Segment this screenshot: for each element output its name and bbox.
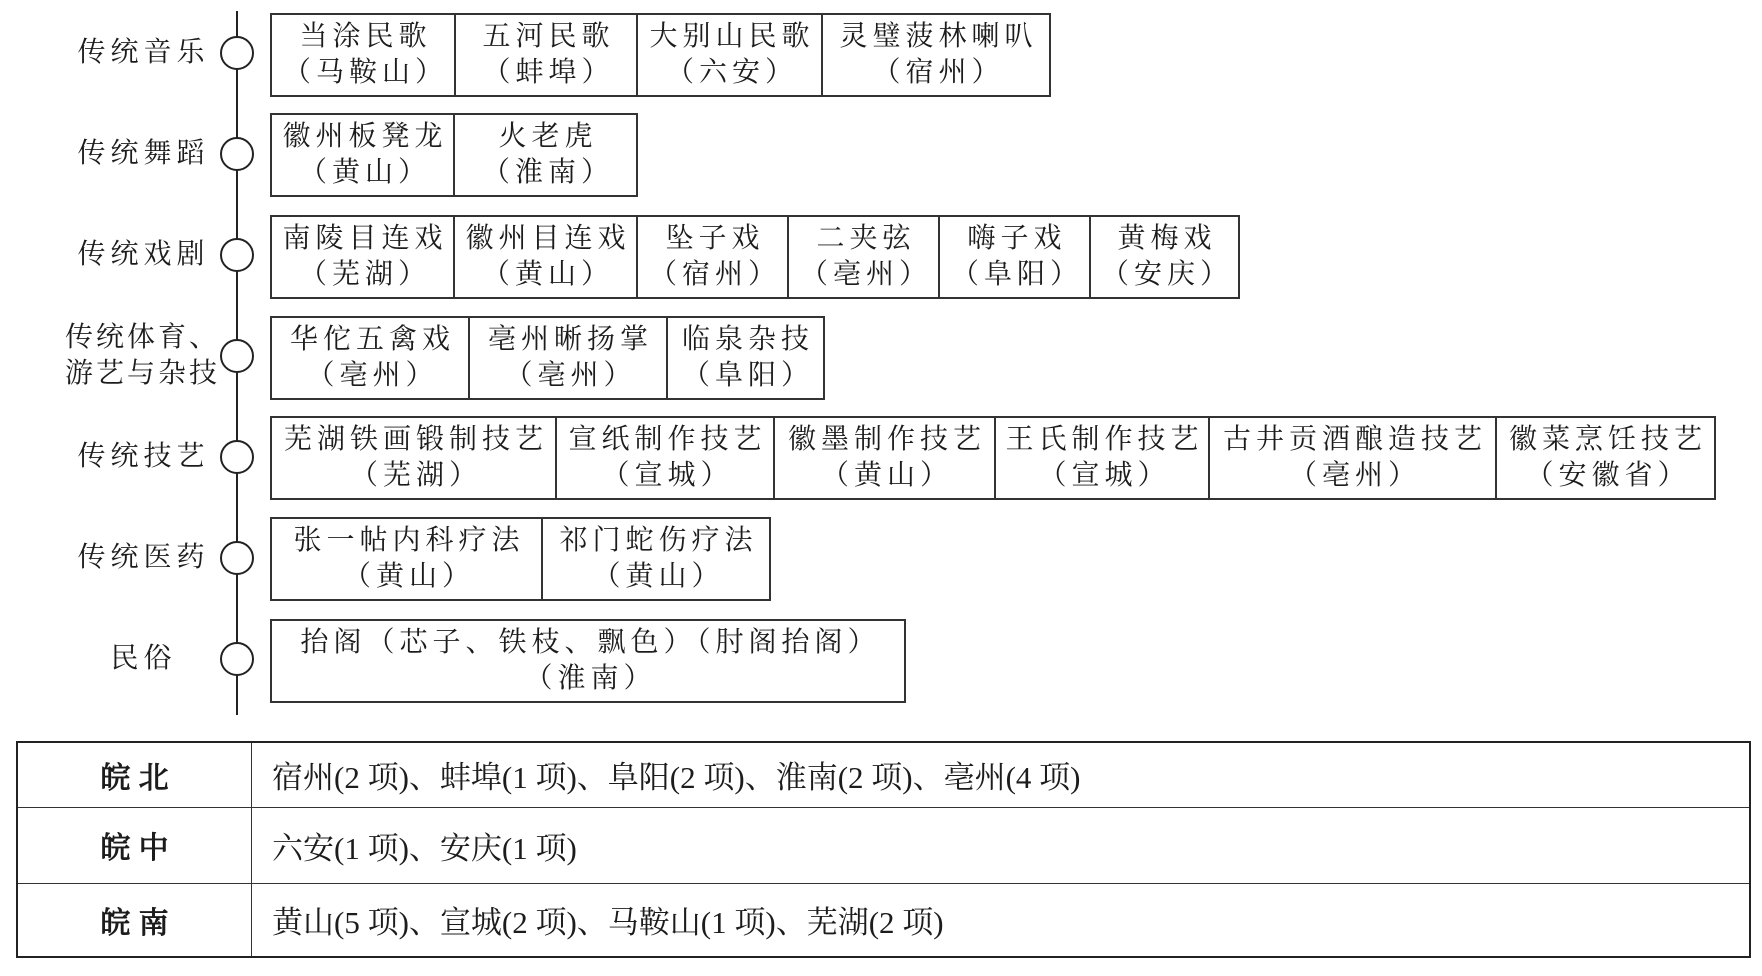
item-name: 灵璧菠林喇叭 xyxy=(839,21,1038,52)
region-items: 宿州(2 项)、蚌埠(1 项)、阜阳(2 项)、淮南(2 项)、亳州(4 项) xyxy=(252,742,1751,807)
region-row xyxy=(17,742,1750,807)
category-label xyxy=(36,235,246,275)
region-name: 皖 中 xyxy=(17,807,252,883)
heritage-item xyxy=(470,318,668,398)
item-name: 祁门蛇伤疗法 xyxy=(559,525,758,556)
heritage-item xyxy=(543,519,771,599)
item-name: 张一帖内科疗法 xyxy=(293,525,525,556)
item-name: 古井贡酒酿造技艺 xyxy=(1222,424,1487,455)
item-name: 坠子戏 xyxy=(665,223,765,254)
heritage-item xyxy=(789,217,940,297)
heritage-item xyxy=(823,15,1051,95)
item-row-traditional-opera xyxy=(270,215,1240,299)
item-row-traditional-craft xyxy=(270,416,1716,500)
item-location: （安庆） xyxy=(1100,259,1233,290)
item-location: （黄山） xyxy=(592,561,725,592)
item-row-folk-custom xyxy=(270,619,906,703)
region-count-table xyxy=(16,741,1751,958)
item-location: （芜湖） xyxy=(298,259,431,290)
heritage-item xyxy=(638,15,823,95)
item-name: 临泉杂技 xyxy=(681,324,814,355)
category-label-text: 游艺与杂技 xyxy=(64,358,220,389)
item-name: 徽菜烹饪技艺 xyxy=(1508,424,1707,455)
heritage-item xyxy=(557,418,775,498)
heritage-item xyxy=(456,15,638,95)
heritage-item xyxy=(996,418,1210,498)
item-location: （亳州） xyxy=(504,360,637,391)
item-name: 黄梅戏 xyxy=(1117,223,1217,254)
heritage-item xyxy=(1210,418,1497,498)
item-name: 嗨子戏 xyxy=(967,223,1067,254)
category-node xyxy=(220,238,254,272)
item-name: 五河民歌 xyxy=(482,21,615,52)
heritage-item xyxy=(272,15,456,95)
item-name: 华佗五禽戏 xyxy=(289,324,455,355)
category-node xyxy=(220,541,254,575)
item-row-traditional-dance xyxy=(270,113,638,197)
heritage-item xyxy=(940,217,1091,297)
item-location: （黄山） xyxy=(820,460,953,491)
item-location: （亳州） xyxy=(799,259,932,290)
heritage-item xyxy=(1091,217,1240,297)
heritage-item xyxy=(455,217,638,297)
category-label xyxy=(36,437,246,477)
item-name: 亳州晰扬掌 xyxy=(487,324,653,355)
item-name: 二夹弦 xyxy=(816,223,916,254)
heritage-item xyxy=(455,115,638,195)
heritage-item xyxy=(272,318,470,398)
heritage-item xyxy=(638,217,789,297)
item-location: （亳州） xyxy=(306,360,439,391)
item-location: （黄山） xyxy=(481,259,614,290)
item-name: 抬阁（芯子、铁枝、飘色）（肘阁抬阁） xyxy=(300,627,881,658)
item-name: 徽州板凳龙 xyxy=(282,121,448,152)
heritage-item xyxy=(272,418,557,498)
category-label xyxy=(36,33,246,73)
item-name: 当涂民歌 xyxy=(299,21,432,52)
category-label-text: 传统戏剧 xyxy=(77,239,210,270)
item-row-sports-acrobatics xyxy=(270,316,825,400)
category-node xyxy=(220,642,254,676)
region-name: 皖 北 xyxy=(17,742,252,807)
category-node xyxy=(220,440,254,474)
heritage-item xyxy=(272,519,543,599)
item-name: 徽州目连戏 xyxy=(465,223,631,254)
item-location: （宣城） xyxy=(601,460,734,491)
item-location: （宿州） xyxy=(872,57,1005,88)
region-row xyxy=(17,883,1750,957)
item-location: （黄山） xyxy=(298,157,431,188)
item-location: （六安） xyxy=(665,57,798,88)
category-label-text: 传统音乐 xyxy=(77,37,210,68)
item-name: 宣纸制作技艺 xyxy=(568,424,767,455)
heritage-item xyxy=(272,621,906,701)
category-label xyxy=(36,639,246,679)
item-location: （安徽省） xyxy=(1525,460,1691,491)
item-name: 徽墨制作技艺 xyxy=(787,424,986,455)
category-label-text: 传统舞蹈 xyxy=(77,138,210,169)
region-name: 皖 南 xyxy=(17,883,252,957)
region-items: 六安(1 项)、安庆(1 项) xyxy=(252,807,1751,883)
item-name: 王氏制作技艺 xyxy=(1005,424,1204,455)
item-row-traditional-medicine xyxy=(270,517,771,601)
category-node xyxy=(220,339,254,373)
heritage-item xyxy=(272,115,455,195)
item-location: （芜湖） xyxy=(349,460,482,491)
category-label xyxy=(36,134,246,174)
item-name: 南陵目连戏 xyxy=(282,223,448,254)
item-location: （黄山） xyxy=(342,561,475,592)
item-name: 大别山民歌 xyxy=(649,21,815,52)
heritage-item xyxy=(775,418,996,498)
item-row-traditional-music xyxy=(270,13,1051,97)
item-location: （宣城） xyxy=(1038,460,1171,491)
item-name: 芜湖铁画锻制技艺 xyxy=(283,424,548,455)
region-row xyxy=(17,807,1750,883)
category-label-text: 民俗 xyxy=(110,643,177,674)
item-location: （亳州） xyxy=(1288,460,1421,491)
item-location: （阜阳） xyxy=(950,259,1083,290)
category-label-text: 传统医药 xyxy=(77,542,210,573)
heritage-item xyxy=(272,217,455,297)
item-location: （蚌埠） xyxy=(482,57,615,88)
item-location: （宿州） xyxy=(648,259,781,290)
item-location: （淮南） xyxy=(481,157,614,188)
item-location: （阜阳） xyxy=(681,360,814,391)
category-node xyxy=(220,137,254,171)
category-label-text: 传统技艺 xyxy=(77,441,210,472)
heritage-item xyxy=(1497,418,1716,498)
category-node xyxy=(220,36,254,70)
category-label xyxy=(36,320,246,392)
region-items: 黄山(5 项)、宣城(2 项)、马鞍山(1 项)、芜湖(2 项) xyxy=(252,883,1751,957)
category-label-text: 传统体育、 xyxy=(64,322,220,353)
heritage-item xyxy=(668,318,825,398)
item-location: （淮南） xyxy=(524,663,657,694)
item-name: 火老虎 xyxy=(498,121,598,152)
item-location: （马鞍山） xyxy=(282,57,448,88)
category-label xyxy=(36,538,246,578)
